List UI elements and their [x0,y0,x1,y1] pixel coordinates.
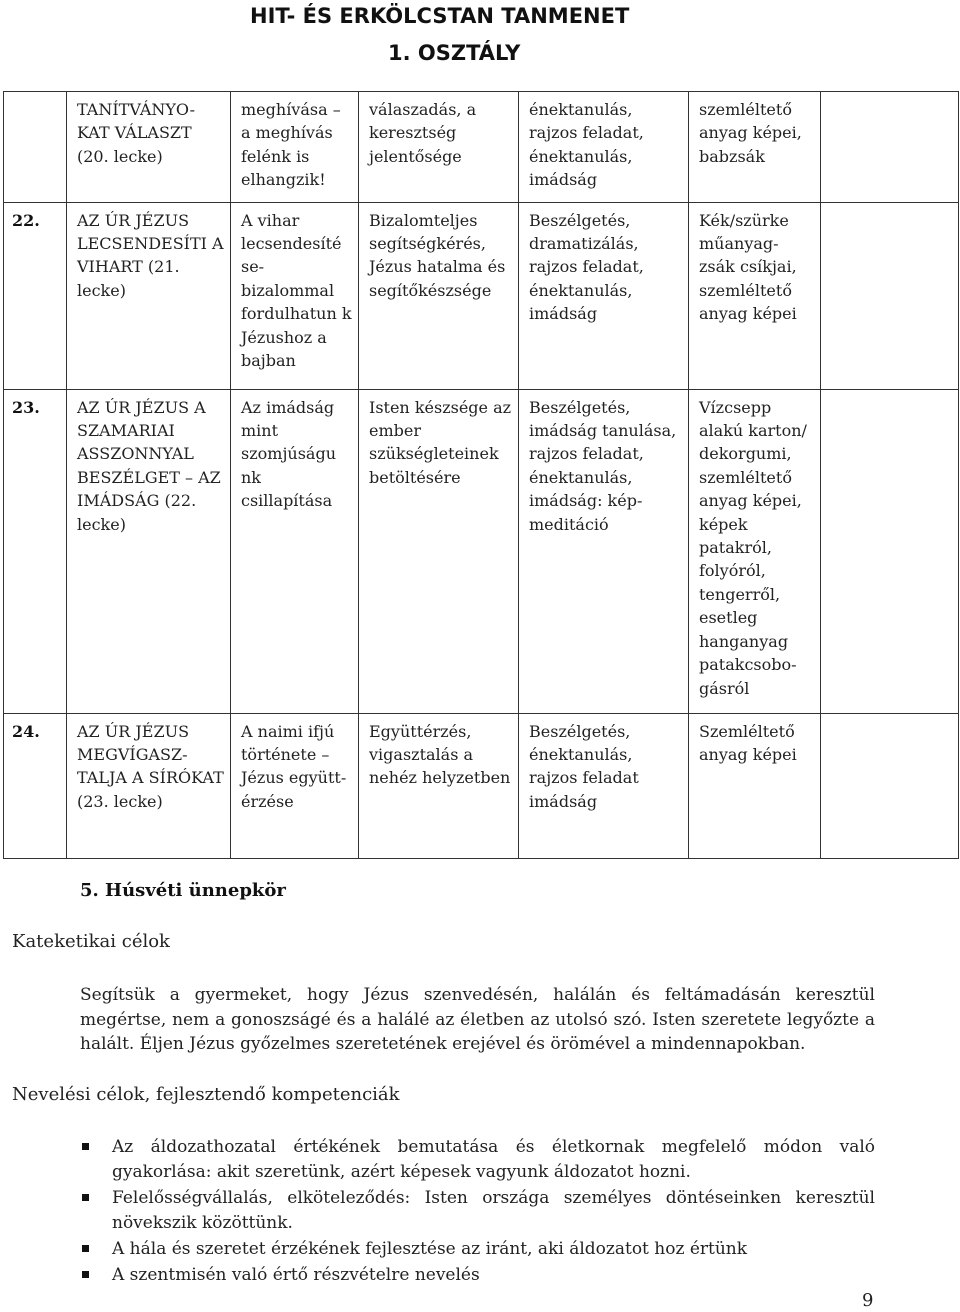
lesson-content: A naimi ifjú története – Jézus együtt-érzése [231,713,359,858]
lesson-methods: Beszélgetés, dramatizálás, rajzos feladat, énektanulás, imádság [519,202,689,389]
lesson-goals: Isten készsége az ember szükségleteinek betöltésére [359,389,519,713]
lesson-methods: Beszélgetés, imádság tanulása, rajzos feladat, énektanulás, imádság: kép-meditáció [519,389,689,713]
lesson-title: AZ ÚR JÉZUS A SZAMARIAI ASSZONNYAL BESZÉLGET – AZ IMÁDSÁG (22. lecke) [67,389,231,713]
table-row [4,92,959,203]
table-row [4,389,959,713]
square-bullet-icon [82,1194,89,1201]
catechetical-goals-label: Kateketikai célok [12,931,170,952]
empty-cell [821,202,959,389]
lesson-content: meghívása – a meghívás felénk is elhangzik! [231,92,359,203]
lesson-methods: énektanulás, rajzos feladat, énektanulás, imádság [519,92,689,203]
square-bullet-icon [82,1245,89,1252]
list-item-text: Az áldozathozatal értékének bemutatása és életkornak megfelelő módon való gyakorlása: akit szeretünk, azért képesek vagyunk áldozatot hozni. [112,1137,875,1182]
square-bullet-icon [82,1271,89,1278]
lesson-title: TANÍTVÁNYO-KAT VÁLASZT (20. lecke) [67,92,231,203]
lesson-goals: Bizalomteljes segítségkérés, Jézus hatalma és segítőkészsége [359,202,519,389]
list-item-text: Felelősségvállalás, elköteleződés: Isten országa személyes döntéseinken keresztül növekszik közöttünk. [112,1188,875,1233]
lesson-plan-table [3,91,959,859]
list-item-text: A hála és szeretet érzékének fejlesztése az iránt, aki áldozatot hoz értünk [112,1239,748,1259]
row-number: 23. [4,389,67,713]
list-item-text: A szentmisén való értő részvételre nevelés [112,1265,480,1285]
lesson-tools: Kék/szürke műanyag-zsák csíkjai, szemléltető anyag képei [689,202,821,389]
lesson-goals: válaszadás, a keresztség jelentősége [359,92,519,203]
document-subtitle: 1. OSZTÁLY [388,41,521,65]
catechetical-goals-text: Segítsük a gyermeket, hogy Jézus szenvedésén, halálán és feltámadásán keresztül megértse, nem a gonoszságé és a halálé az életben az utolsó szó. Isten szeretete legyőzte a halált. Éljen Jézus győzelmes szeretetének erejével és örömével a mindennapokban. [80,985,875,1054]
empty-cell [821,713,959,858]
lesson-tools: Vízcsepp alakú karton/ dekorgumi, szemléltető anyag képei, képek patakról, folyóról, tengerről, esetleg hanganyag patakcsobo-gásról [689,389,821,713]
row-number: 22. [4,202,67,389]
section-heading: 5. Húsvéti ünnepkör [80,880,286,901]
lesson-title: AZ ÚR JÉZUS MEGVÍGASZ-TALJA A SÍRÓKAT (23. lecke) [67,713,231,858]
educational-goals-label: Nevelési célok, fejlesztendő kompetenciák [12,1084,400,1105]
list-item [80,1263,875,1288]
lesson-content: A vihar lecsendesíté se-bizalommal fordulhatun k Jézushoz a bajban [231,202,359,389]
lesson-tools: Szemléltető anyag képei [689,713,821,858]
document-title: HIT- ÉS ERKÖLCSTAN TANMENET [250,4,630,28]
list-item [80,1237,875,1262]
list-item [80,1186,875,1236]
square-bullet-icon [82,1143,89,1150]
lesson-content: Az imádság mint szomjúságu nk csillapítása [231,389,359,713]
competency-list [80,1135,875,1289]
page-number: 9 [862,1290,874,1311]
table-row [4,202,959,389]
lesson-methods: Beszélgetés, énektanulás, rajzos feladat imádság [519,713,689,858]
lesson-tools: szemléltető anyag képei, babzsák [689,92,821,203]
empty-cell [821,389,959,713]
list-item [80,1135,875,1185]
row-number: 24. [4,713,67,858]
lesson-goals: Együttérzés, vigasztalás a nehéz helyzetben [359,713,519,858]
empty-cell [821,92,959,203]
table-row [4,713,959,858]
lesson-title: AZ ÚR JÉZUS LECSENDESÍTI A VIHART (21. lecke) [67,202,231,389]
row-number [4,92,67,203]
